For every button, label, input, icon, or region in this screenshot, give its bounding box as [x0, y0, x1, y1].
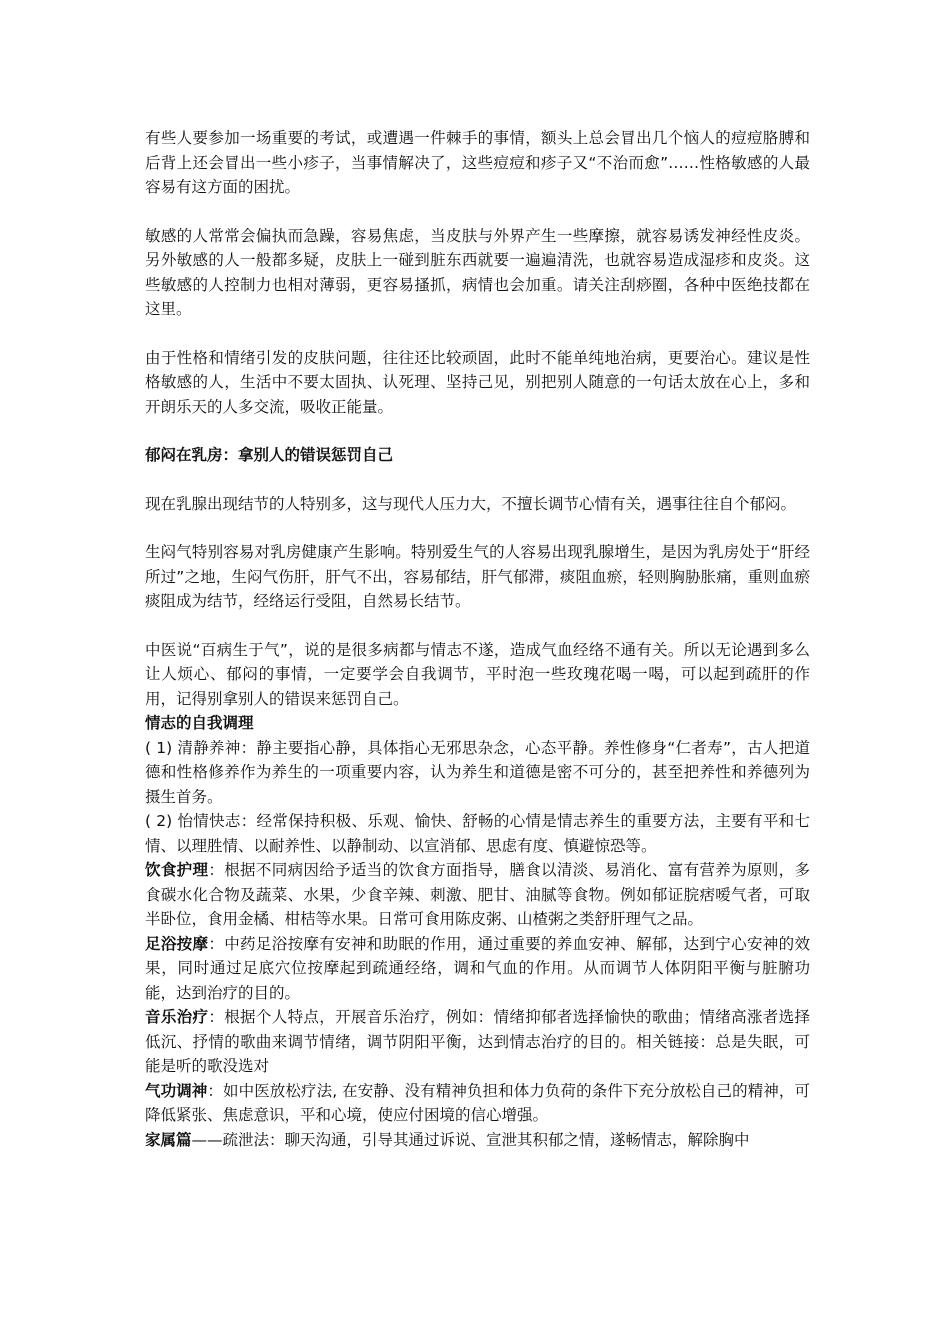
paragraph-exam-stress: 有些人要参加一场重要的考试，或遭遇一件棘手的事情，额头上总会冒出几个恼人的痘痘胳膊和后背上还会冒出一些小疹子，当事情解决了，这些痘痘和疹子又“不治而愈”……性格敏感的人最容易有这方面的困扰。 — [145, 129, 810, 196]
paragraph-qigong — [145, 1079, 810, 1128]
paragraph-family — [145, 1128, 810, 1153]
paragraph-breast-nodules: 现在乳腺出现结节的人特别多，这与现代人压力大，不擅长调节心情有关，遇事往往自个郁闷。 — [145, 494, 797, 513]
paragraph-treat-heart: 由于性格和情绪引发的皮肤问题，往往还比较顽固，此时不能单纯地治病，更要治心。建议是性格敏感的人，生活中不要太固执、认死理、坚持己见，别把别人随意的一句话太放在心上，多和开朗乐天的人多交流，吸收正能量。 — [145, 348, 810, 416]
text-foot-bath: ：中药足浴按摩有安神和助眠的作用，通过重要的养血安神、解郁，达到宁心安神的效果，同时通过足底穴位按摩起到疏通经络，调和气血的作用。从而调节人体阴阳平衡与脏腑功能，达到治疗的目的。 — [145, 934, 810, 1002]
section-heading-self-regulation: 情志的自我调理 — [145, 714, 254, 732]
list-item-pleasant-mood: ( 2) 怡情快志：经常保持积极、乐观、愉快、舒畅的心情是情志养生的重要方法，主要有平和七情、以理胜情、以耐养性、以静制动、以宣消郁、思虑有度、慎避惊恐等。 — [145, 812, 810, 855]
term-music-therapy: 音乐治疗 — [145, 1008, 209, 1026]
text-music-therapy: ：根据个人特点，开展音乐治疗，例如：情绪抑郁者选择愉快的歌曲；情绪高涨者选择低沉、抒情的歌曲来调节情绪，调节阴阳平衡，达到情志治疗的目的。相关链接：总是失眠，可能是听的歌没选对 — [145, 1008, 810, 1075]
term-qigong: 气功调神 — [145, 1081, 208, 1100]
term-family: 家属篇 — [145, 1130, 192, 1149]
paragraph-hundred-diseases: 中医说“百病生于气”，说的是很多病都与情志不遂，造成气血经络不通有关。所以无论遇到多么让人烦心、郁闷的事情，一定要学会自我调节，平时泡一些玫瑰花喝一喝，可以起到疏肝的作用，记得别拿别人的错误来惩罚自己。 — [145, 640, 810, 708]
term-foot-bath: 足浴按摩 — [145, 934, 209, 953]
paragraph-diet-care — [145, 858, 810, 932]
list-item-calm-spirit: ( 1) 清静养神：静主要指心静，具体指心无邪思杂念，心态平静。养性修身“仁者寿”，古人把道德和性格修养作为养生的一项重要内容，认为养生和道德是密不可分的，甚至把养性和养德列为摄生首务。 — [145, 738, 810, 806]
text-diet-care: ：根据不同病因给予适当的饮食方面指导，膳食以清淡、易消化、富有营养为原则，多食碳水化合物及蔬菜、水果，少食辛辣、刺激、肥甘、油腻等食物。例如郁证脘痞嗳气者，可取半卧位，食用金橘、柑桔等水果。日常可食用陈皮粥、山楂粥之类舒肝理气之品。 — [145, 861, 810, 928]
text-qigong: ：如中医放松疗法, 在安静、没有精神负担和体力负荷的条件下充分放松自己的精神，可降低紧张、焦虑意识，平和心境，使应付困境的信心增强。 — [145, 1081, 810, 1124]
text-family: ——疏泄法：聊天沟通，引导其通过诉说、宣泄其积郁之情，遂畅情志，解除胸中 — [191, 1130, 750, 1149]
section-heading-breast: 郁闷在乳房：拿别人的错误惩罚自己 — [145, 446, 394, 464]
paragraph-foot-bath — [145, 932, 810, 1006]
paragraph-anger-breast: 生闷气特别容易对乳房健康产生影响。特别爱生气的人容易出现乳腺增生，是因为乳房处于“肝经所过”之地，生闷气伤肝，肝气不出，容易郁结，肝气郁滞，痰阻血瘀，轻则胸胁胀痛，重则血瘀痰阻成为结节，经络运行受阻，自然易长结节。 — [145, 543, 810, 610]
paragraph-sensitive-skin: 敏感的人常常会偏执而急躁，容易焦虑，当皮肤与外界产生一些摩擦，就容易诱发神经性皮炎。另外敏感的人一般都多疑，皮肤上一碰到脏东西就要一遍遍清洗，也就容易造成湿疹和皮炎。这些敏感的人控制力也相对薄弱，更容易搔抓，病情也会加重。请关注刮痧圈，各种中医绝技都在这里。 — [145, 226, 810, 318]
document-body — [145, 126, 810, 1152]
paragraph-music-therapy — [145, 1005, 810, 1079]
term-diet-care: 饮食护理 — [145, 861, 209, 879]
